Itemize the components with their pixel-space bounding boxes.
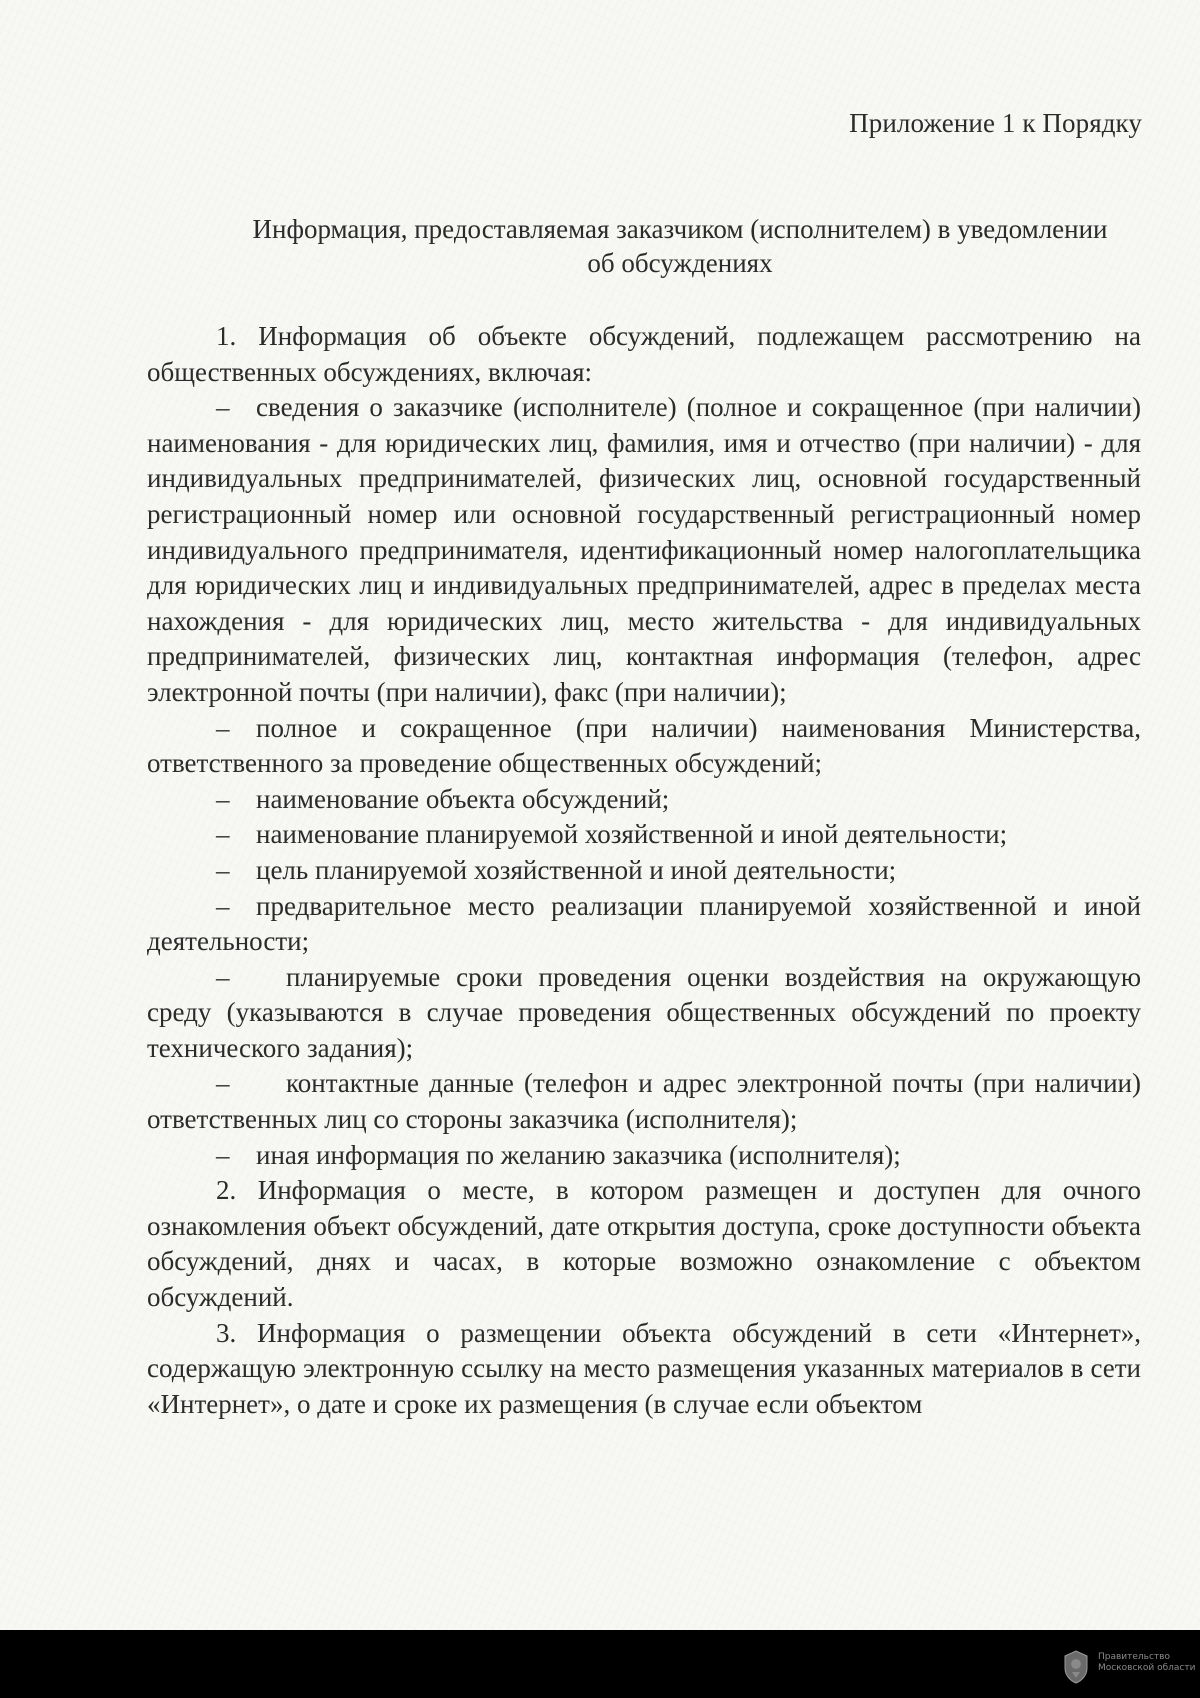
watermark-text: Правительство Московской области	[1098, 1652, 1196, 1673]
list-item: – наименование планируемой хозяйственной и иной деятельности;	[147, 817, 1141, 853]
dash-marker: –	[216, 1068, 230, 1099]
dash-marker: –	[216, 783, 230, 814]
dash-marker: –	[216, 890, 230, 921]
title-line-2: об обсуждениях	[587, 248, 773, 278]
paragraph-3: 3. Информация о размещении объекта обсуждений в сети «Интернет», содержащую электронную ссылку на место размещения указанных материалов в сети «Интернет», о дате и сроке их размещения (в случае если объектом	[147, 1317, 1141, 1419]
dash-marker: –	[216, 392, 230, 423]
document-body	[147, 319, 1141, 1422]
list-item: – цель планируемой хозяйственной и иной деятельности;	[147, 853, 1141, 889]
list-item: – полное и сокращенное (при наличии) наименования Министерства, ответственного за проведение общественных обсуждений;	[147, 712, 1141, 779]
dash-marker: –	[216, 712, 230, 743]
scan-bottom-bar	[0, 1630, 1200, 1698]
dash-marker: –	[216, 1139, 230, 1170]
paragraph-2: 2. Информация о месте, в котором размещен и доступен для очного ознакомления объект обсуждений, дате открытия доступа, сроке доступности объекта обсуждений, днях и часах, в которые возможно ознакомление с объектом обсуждений.	[147, 1175, 1141, 1313]
appendix-label: Приложение 1 к Порядку	[849, 108, 1142, 138]
list-item: – иная информация по желанию заказчика (исполнителя);	[147, 1138, 1141, 1174]
coat-of-arms-icon	[1063, 1650, 1089, 1684]
list-item: – предварительное место реализации планируемой хозяйственной и иной деятельности;	[147, 890, 1141, 957]
dash-marker: –	[216, 961, 230, 992]
list-item: – наименование объекта обсуждений;	[147, 782, 1141, 818]
paragraph-1: 1. Информация об объекте обсуждений, подлежащем рассмотрению на общественных обсуждениях, включая:	[147, 321, 1141, 387]
list-item: – планируемые сроки проведения оценки воздействия на окружающую среду (указываются в случае проведения общественных обсуждений по проекту технического задания);	[147, 961, 1141, 1063]
title-line-1: Информация, предоставляемая заказчиком (исполнителем) в уведомлении	[252, 214, 1108, 244]
list-item: – контактные данные (телефон и адрес электронной почты (при наличии) ответственных лиц со стороны заказчика (исполнителя);	[147, 1068, 1141, 1135]
list-item: – сведения о заказчике (исполнителе) (полное и сокращенное (при наличии) наименования - для юридических лиц, фамилия, имя и отчество (при наличии) - для индивидуальных предпринимателей, физических лиц, основной государственный регистрационный номер или основной государственный регистрационный номер индивидуального предпринимателя, идентификационный номер налогоплательщика для юридических лиц и индивидуальных предпринимателей, адрес в пределах места нахождения - для юридических лиц, место жительства - для индивидуальных предпринимателей, физических лиц, контактная информация (телефон, адрес электронной почты (при наличии), факс (при наличии);	[147, 392, 1141, 707]
dash-marker: –	[216, 819, 230, 850]
document-title	[220, 212, 1140, 280]
dash-marker: –	[216, 854, 230, 885]
